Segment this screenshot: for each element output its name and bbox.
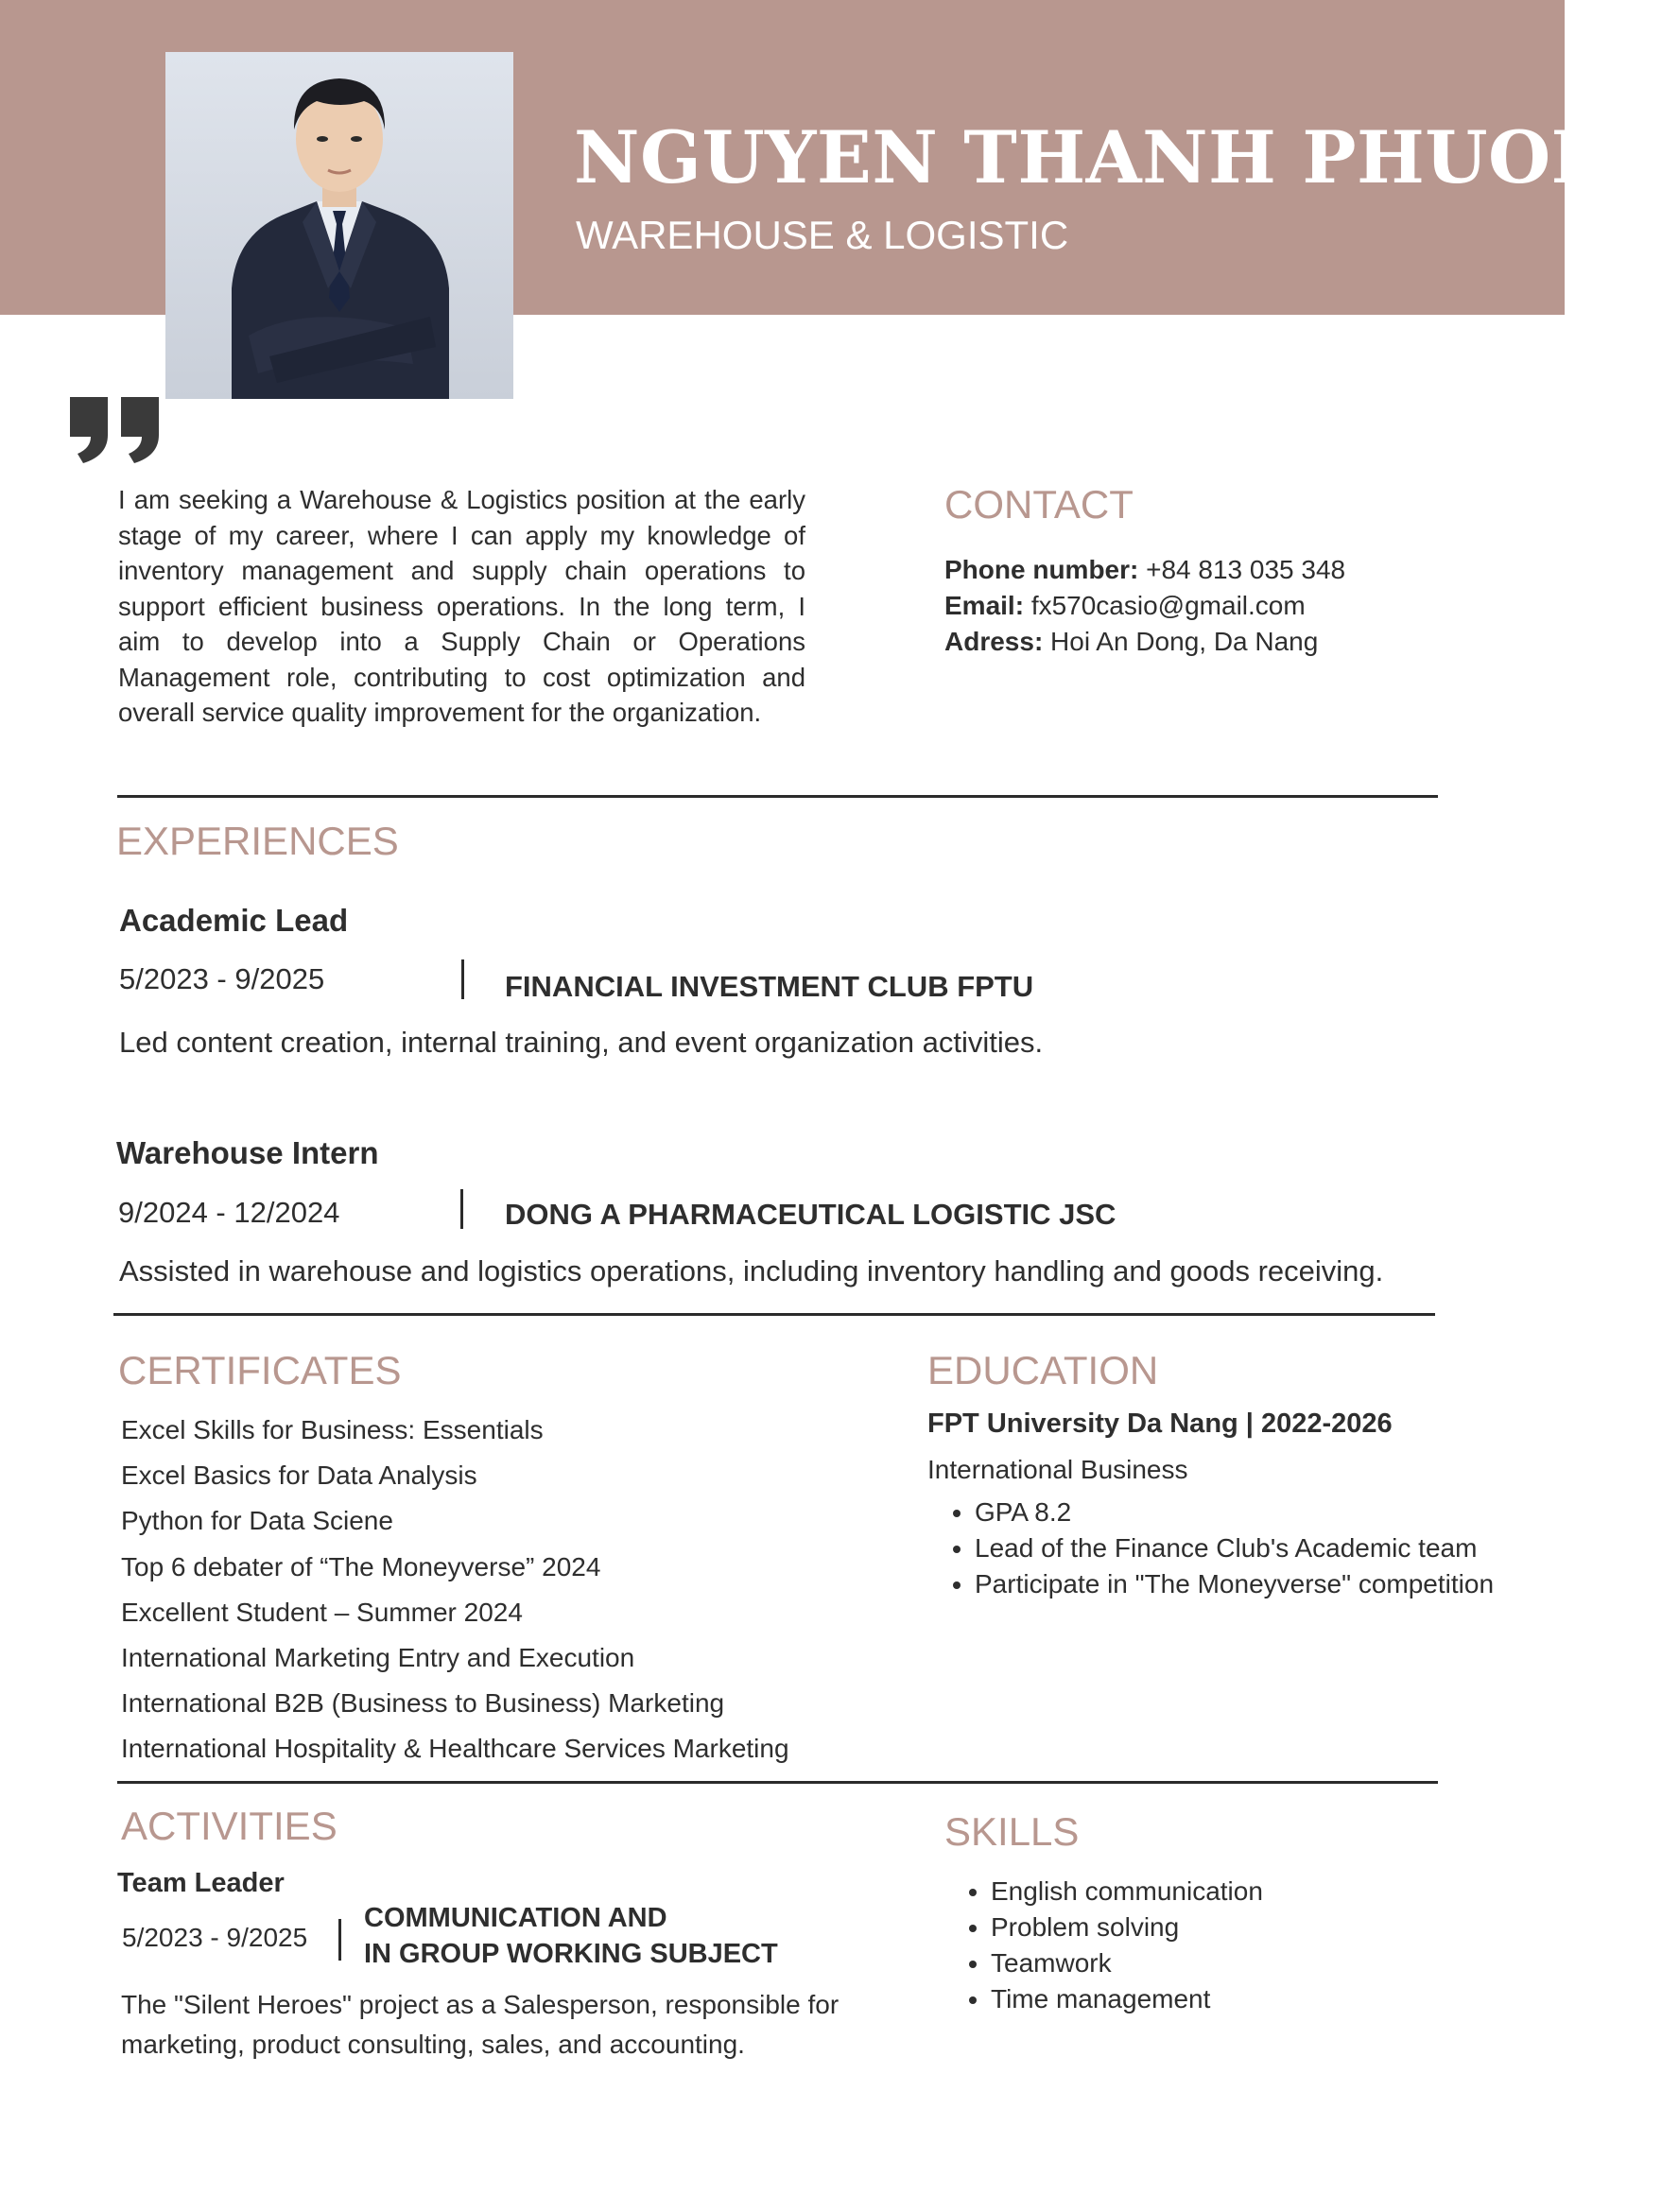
list-item: • Participate in "The Moneyverse" competition	[975, 1566, 1494, 1602]
list-item: Python for Data Sciene	[121, 1506, 393, 1536]
phone-value: +84 813 035 348	[1146, 555, 1346, 584]
address-value: Hoi An Dong, Da Nang	[1050, 627, 1319, 656]
list-item: • GPA 8.2	[975, 1495, 1494, 1530]
list-item: • Lead of the Finance Club's Academic team	[975, 1530, 1494, 1566]
contact-phone-row	[944, 552, 1345, 588]
quote-icon	[70, 397, 161, 465]
experience-dates: 5/2023 - 9/2025	[119, 962, 325, 995]
list-item: • Teamwork	[991, 1945, 1263, 1981]
list-item: • English communication	[991, 1874, 1263, 1910]
list-item: Excel Skills for Business: Essentials	[121, 1415, 544, 1444]
divider	[117, 1781, 1438, 1784]
activity-org	[364, 1900, 778, 1972]
certificates-heading: CERTIFICATES	[118, 1348, 402, 1392]
activity-role: Team Leader	[117, 1868, 285, 1898]
divider	[117, 795, 1438, 798]
candidate-title: WAREHOUSE & LOGISTIC	[576, 213, 1069, 257]
profile-photo	[165, 52, 513, 399]
list-item: International Hospitality & Healthcare Services Marketing	[121, 1734, 789, 1764]
activities-heading: ACTIVITIES	[121, 1804, 338, 1848]
activity-org-line-1: COMMUNICATION AND	[364, 1903, 667, 1933]
education-major: International Business	[927, 1455, 1188, 1484]
separator-bar	[338, 1919, 341, 1961]
education-heading: EDUCATION	[927, 1348, 1159, 1392]
activity-org-line-2: IN GROUP WORKING SUBJECT	[364, 1939, 778, 1969]
contact-details	[944, 552, 1345, 660]
separator-bar	[460, 1189, 463, 1229]
experience-org: DONG A PHARMACEUTICAL LOGISTIC JSC	[505, 1198, 1116, 1231]
skills-heading: SKILLS	[944, 1809, 1080, 1854]
list-item: Excellent Student – Summer 2024	[121, 1597, 523, 1627]
skills-list	[945, 1874, 1263, 2017]
address-label: Adress:	[944, 627, 1044, 656]
candidate-name: NGUYEN THANH PHUONG	[574, 115, 1679, 199]
phone-label: Phone number:	[944, 555, 1139, 584]
experience-role: Academic Lead	[119, 903, 349, 938]
list-item: International Marketing Entry and Execution	[121, 1643, 635, 1673]
profile-photo-portrait	[165, 52, 513, 399]
separator-bar	[461, 959, 464, 999]
experience-org: FINANCIAL INVESTMENT CLUB FPTU	[505, 970, 1034, 1003]
certificates-list	[121, 1408, 789, 1772]
divider	[113, 1313, 1435, 1316]
education-school: FPT University Da Nang | 2022-2026	[927, 1408, 1393, 1439]
list-item: International B2B (Business to Business) Marketing	[121, 1688, 725, 1719]
contact-address-row	[944, 624, 1345, 660]
email-value: fx570casio@gmail.com	[1030, 591, 1306, 620]
list-item: Top 6 debater of “The Moneyverse” 2024	[121, 1551, 601, 1581]
email-label: Email:	[944, 591, 1025, 620]
experience-description: Assisted in warehouse and logistics operations, including inventory handling and goods receiving.	[119, 1254, 1384, 1287]
education-bullets	[929, 1495, 1494, 1602]
list-item: Excel Basics for Data Analysis	[121, 1460, 477, 1491]
list-item: • Time management	[991, 1981, 1263, 2017]
activity-description: The "Silent Heroes" project as a Salesperson, responsible for marketing, product consulting, sales, and accounting.	[121, 1990, 840, 2059]
activity-dates: 5/2023 - 9/2025	[122, 1923, 308, 1952]
list-item: • Problem solving	[991, 1910, 1263, 1945]
experience-dates: 9/2024 - 12/2024	[118, 1196, 340, 1229]
experiences-heading: EXPERIENCES	[116, 819, 399, 863]
experience-description: Led content creation, internal training, and event organization activities.	[119, 1026, 1044, 1059]
contact-email-row	[944, 588, 1345, 624]
career-summary: I am seeking a Warehouse & Logistics position at the early stage of my career, where I can apply my knowledge of inventory management and supply chain operations to support efficient business operations. In the long term, I aim to develop into a Supply Chain or Operations Management role, contributing to cost optimization and overall service quality improvement for the organization.	[118, 485, 805, 727]
experience-role: Warehouse Intern	[116, 1135, 379, 1170]
contact-heading: CONTACT	[944, 482, 1134, 527]
